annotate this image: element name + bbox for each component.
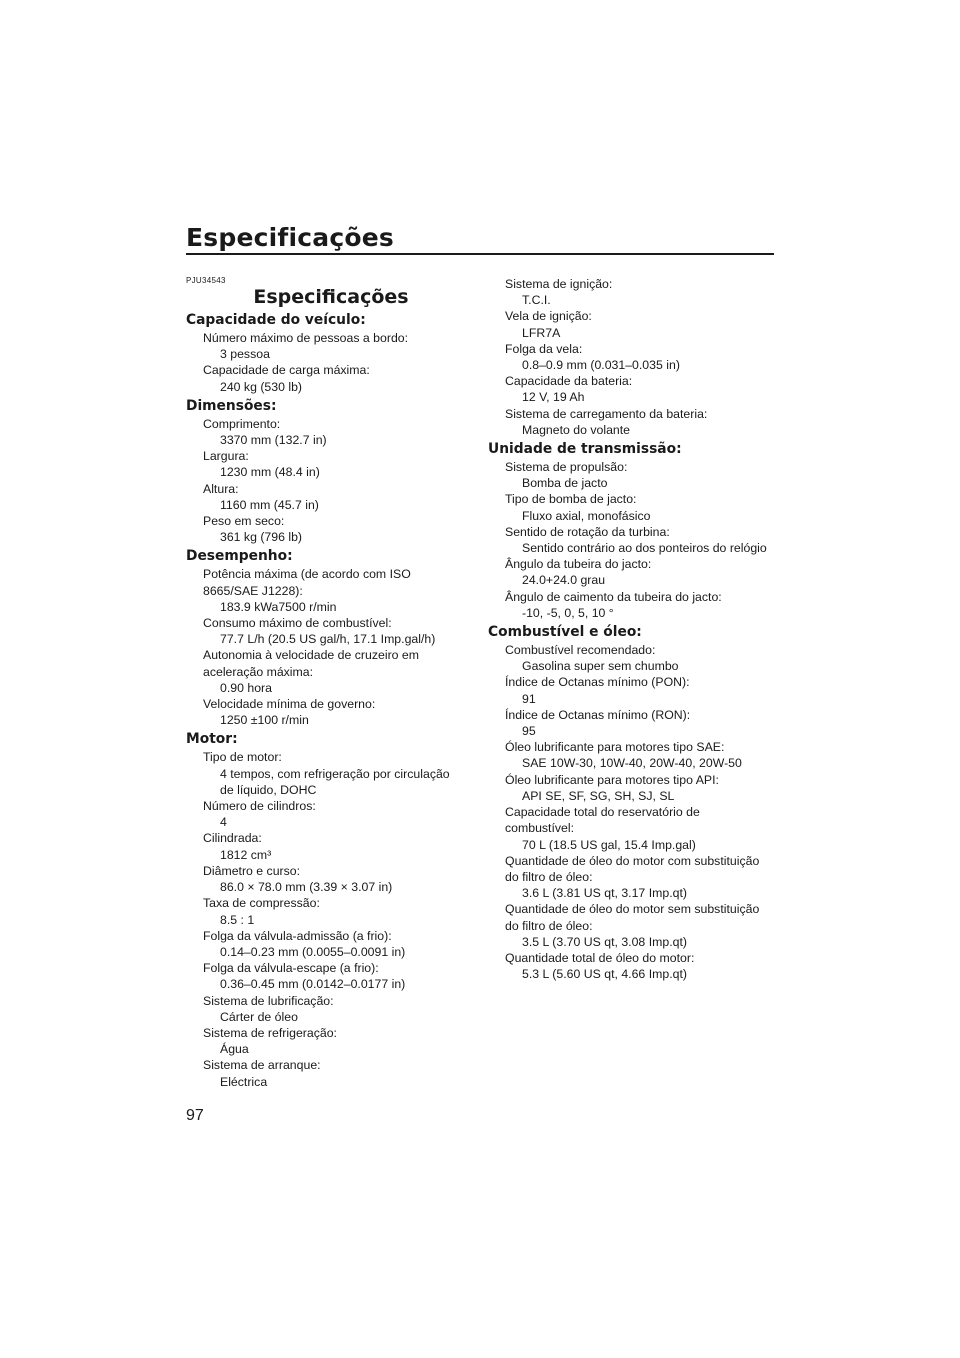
spec-label: do filtro de óleo: [505,869,593,884]
spec-label: Ângulo da tubeira do jacto: [505,557,652,572]
spec-value: Gasolina super sem chumbo [522,659,679,674]
spec-label: Peso em seco: [203,514,285,529]
spec-value: 24.0+24.0 grau [522,573,606,588]
spec-label: Diâmetro e curso: [203,863,301,878]
spec-group-title: Capacidade do veículo: [186,312,366,328]
spec-label: Sistema de arranque: [203,1058,321,1073]
spec-value: Cárter de óleo [220,1009,298,1024]
spec-value: 86.0 × 78.0 mm (3.39 × 3.07 in) [220,880,393,895]
spec-label: Velocidade mínima de governo: [203,697,376,712]
spec-value: 0.36–0.45 mm (0.0142–0.0177 in) [220,977,406,992]
spec-label: Autonomia à velocidade de cruzeiro em [203,648,420,663]
spec-value: 4 [220,815,227,830]
spec-value: de líquido, DOHC [220,782,317,797]
spec-label: Sistema de carregamento da bateria: [505,406,708,421]
right-column [488,276,782,982]
spec-value: Fluxo axial, monofásico [522,508,651,523]
spec-label: Cilindrada: [203,831,262,846]
section-title: Especificações [253,286,409,308]
spec-label: Quantidade total de óleo do motor: [505,950,695,965]
spec-value: 0.14–0.23 mm (0.0055–0.0091 in) [220,944,406,959]
spec-value: 3.5 L (3.70 US qt, 3.08 Imp.qt) [522,934,687,949]
spec-label: 8665/SAE J1228): [203,583,303,598]
spec-label: Número de cilindros: [203,799,316,814]
spec-value: 12 V, 19 Ah [522,390,585,405]
spec-value: 77.7 L/h (20.5 US gal/h, 17.1 Imp.gal/h) [220,632,436,647]
left-spec-groups [186,312,476,1090]
page-number: 97 [186,1107,204,1124]
spec-value: Magneto do volante [522,422,631,437]
spec-label: Óleo lubrificante para motores tipo API: [505,772,719,787]
spec-label: Potência máxima (de acordo com ISO [203,567,411,582]
spec-value: 8.5 : 1 [220,912,255,927]
spec-label: Sistema de lubrificação: [203,993,334,1008]
spec-group-title: Combustível e óleo: [488,624,642,641]
right-spec-groups [488,276,782,982]
spec-label: Capacidade da bateria: [505,374,633,389]
spec-label: Sentido de rotação da turbina: [505,524,670,539]
spec-label: Quantidade de óleo do motor com substituição [505,853,760,868]
spec-label: Capacidade de carga máxima: [203,363,370,378]
spec-value: LFR7A [522,325,561,340]
spec-value: T.C.I. [522,293,551,308]
spec-label: Folga da válvula-admissão (a frio): [203,928,392,943]
spec-value: 361 kg (796 lb) [220,530,303,545]
spec-group-title: Dimensões: [186,397,277,414]
page-title: Especificações [186,223,394,252]
spec-label: Índice de Octanas mínimo (RON): [505,707,691,722]
spec-label: Consumo máximo de combustível: [203,616,392,631]
spec-value: 3370 mm (132.7 in) [220,433,327,448]
spec-value: 183.9 kWa7500 r/min [220,599,337,614]
header-rule [186,253,774,255]
spec-label: Folga da válvula-escape (a frio): [203,961,379,976]
page-header [186,224,774,252]
spec-value: 91 [522,691,536,706]
spec-value: Bomba de jacto [522,476,608,491]
spec-value: 95 [522,724,536,739]
spec-value: Água [220,1042,249,1057]
spec-value: 240 kg (530 lb) [220,379,303,394]
spec-label: do filtro de óleo: [505,918,593,933]
spec-label: Sistema de refrigeração: [203,1025,337,1040]
spec-value: 1160 mm (45.7 in) [220,497,319,512]
left-column [186,276,476,1090]
spec-group-title: Motor: [186,731,238,748]
spec-label: combustível: [505,821,575,836]
spec-value: Eléctrica [220,1074,268,1089]
spec-value: 0.8–0.9 mm (0.031–0.035 in) [522,358,680,373]
document-code: PJU34543 [186,276,226,285]
spec-value: 1230 mm (48.4 in) [220,465,320,480]
spec-label: Folga da vela: [505,341,583,356]
spec-group-title: Unidade de transmissão: [488,441,682,458]
spec-label: Largura: [203,449,249,464]
spec-value: 3 pessoa [220,347,270,362]
spec-label: Sistema de propulsão: [505,460,628,475]
spec-value: 1250 ±100 r/min [220,713,309,728]
spec-value: 3.6 L (3.81 US qt, 3.17 Imp.qt) [522,886,687,901]
spec-label: Altura: [203,481,239,496]
spec-label: Número máximo de pessoas a bordo: [203,331,409,345]
spec-value: 0.90 hora [220,680,272,695]
spec-value: API SE, SF, SG, SH, SJ, SL [522,788,675,803]
spec-label: Tipo de motor: [203,750,282,765]
spec-label: aceleração máxima: [203,664,314,679]
spec-value: 70 L (18.5 US gal, 15.4 Imp.gal) [522,837,696,852]
spec-label: Comprimento: [203,416,281,431]
spec-group-title: Desempenho: [186,548,293,565]
spec-label: Quantidade de óleo do motor sem substituição [505,902,760,917]
spec-label: Índice de Octanas mínimo (PON): [505,675,690,690]
spec-label: Sistema de ignição: [505,277,613,291]
spec-label: Combustível recomendado: [505,643,656,658]
spec-value: SAE 10W-30, 10W-40, 20W-40, 20W-50 [522,756,742,771]
spec-value: 4 tempos, com refrigeração por circulação [220,766,450,781]
spec-label: Ângulo de caimento da tubeira do jacto: [505,589,722,604]
spec-label: Tipo de bomba de jacto: [505,492,637,507]
spec-label: Capacidade total do reservatório de [505,805,700,820]
spec-label: Taxa de compressão: [203,896,320,911]
spec-label: Vela de ignição: [505,309,592,324]
spec-label: Óleo lubrificante para motores tipo SAE: [505,740,725,755]
spec-value: Sentido contrário ao dos ponteiros do relógio [522,541,767,556]
spec-value: 1812 cm³ [220,847,272,862]
spec-value: -10, -5, 0, 5, 10 ° [522,605,614,620]
spec-value: 5.3 L (5.60 US qt, 4.66 Imp.qt) [522,967,687,982]
